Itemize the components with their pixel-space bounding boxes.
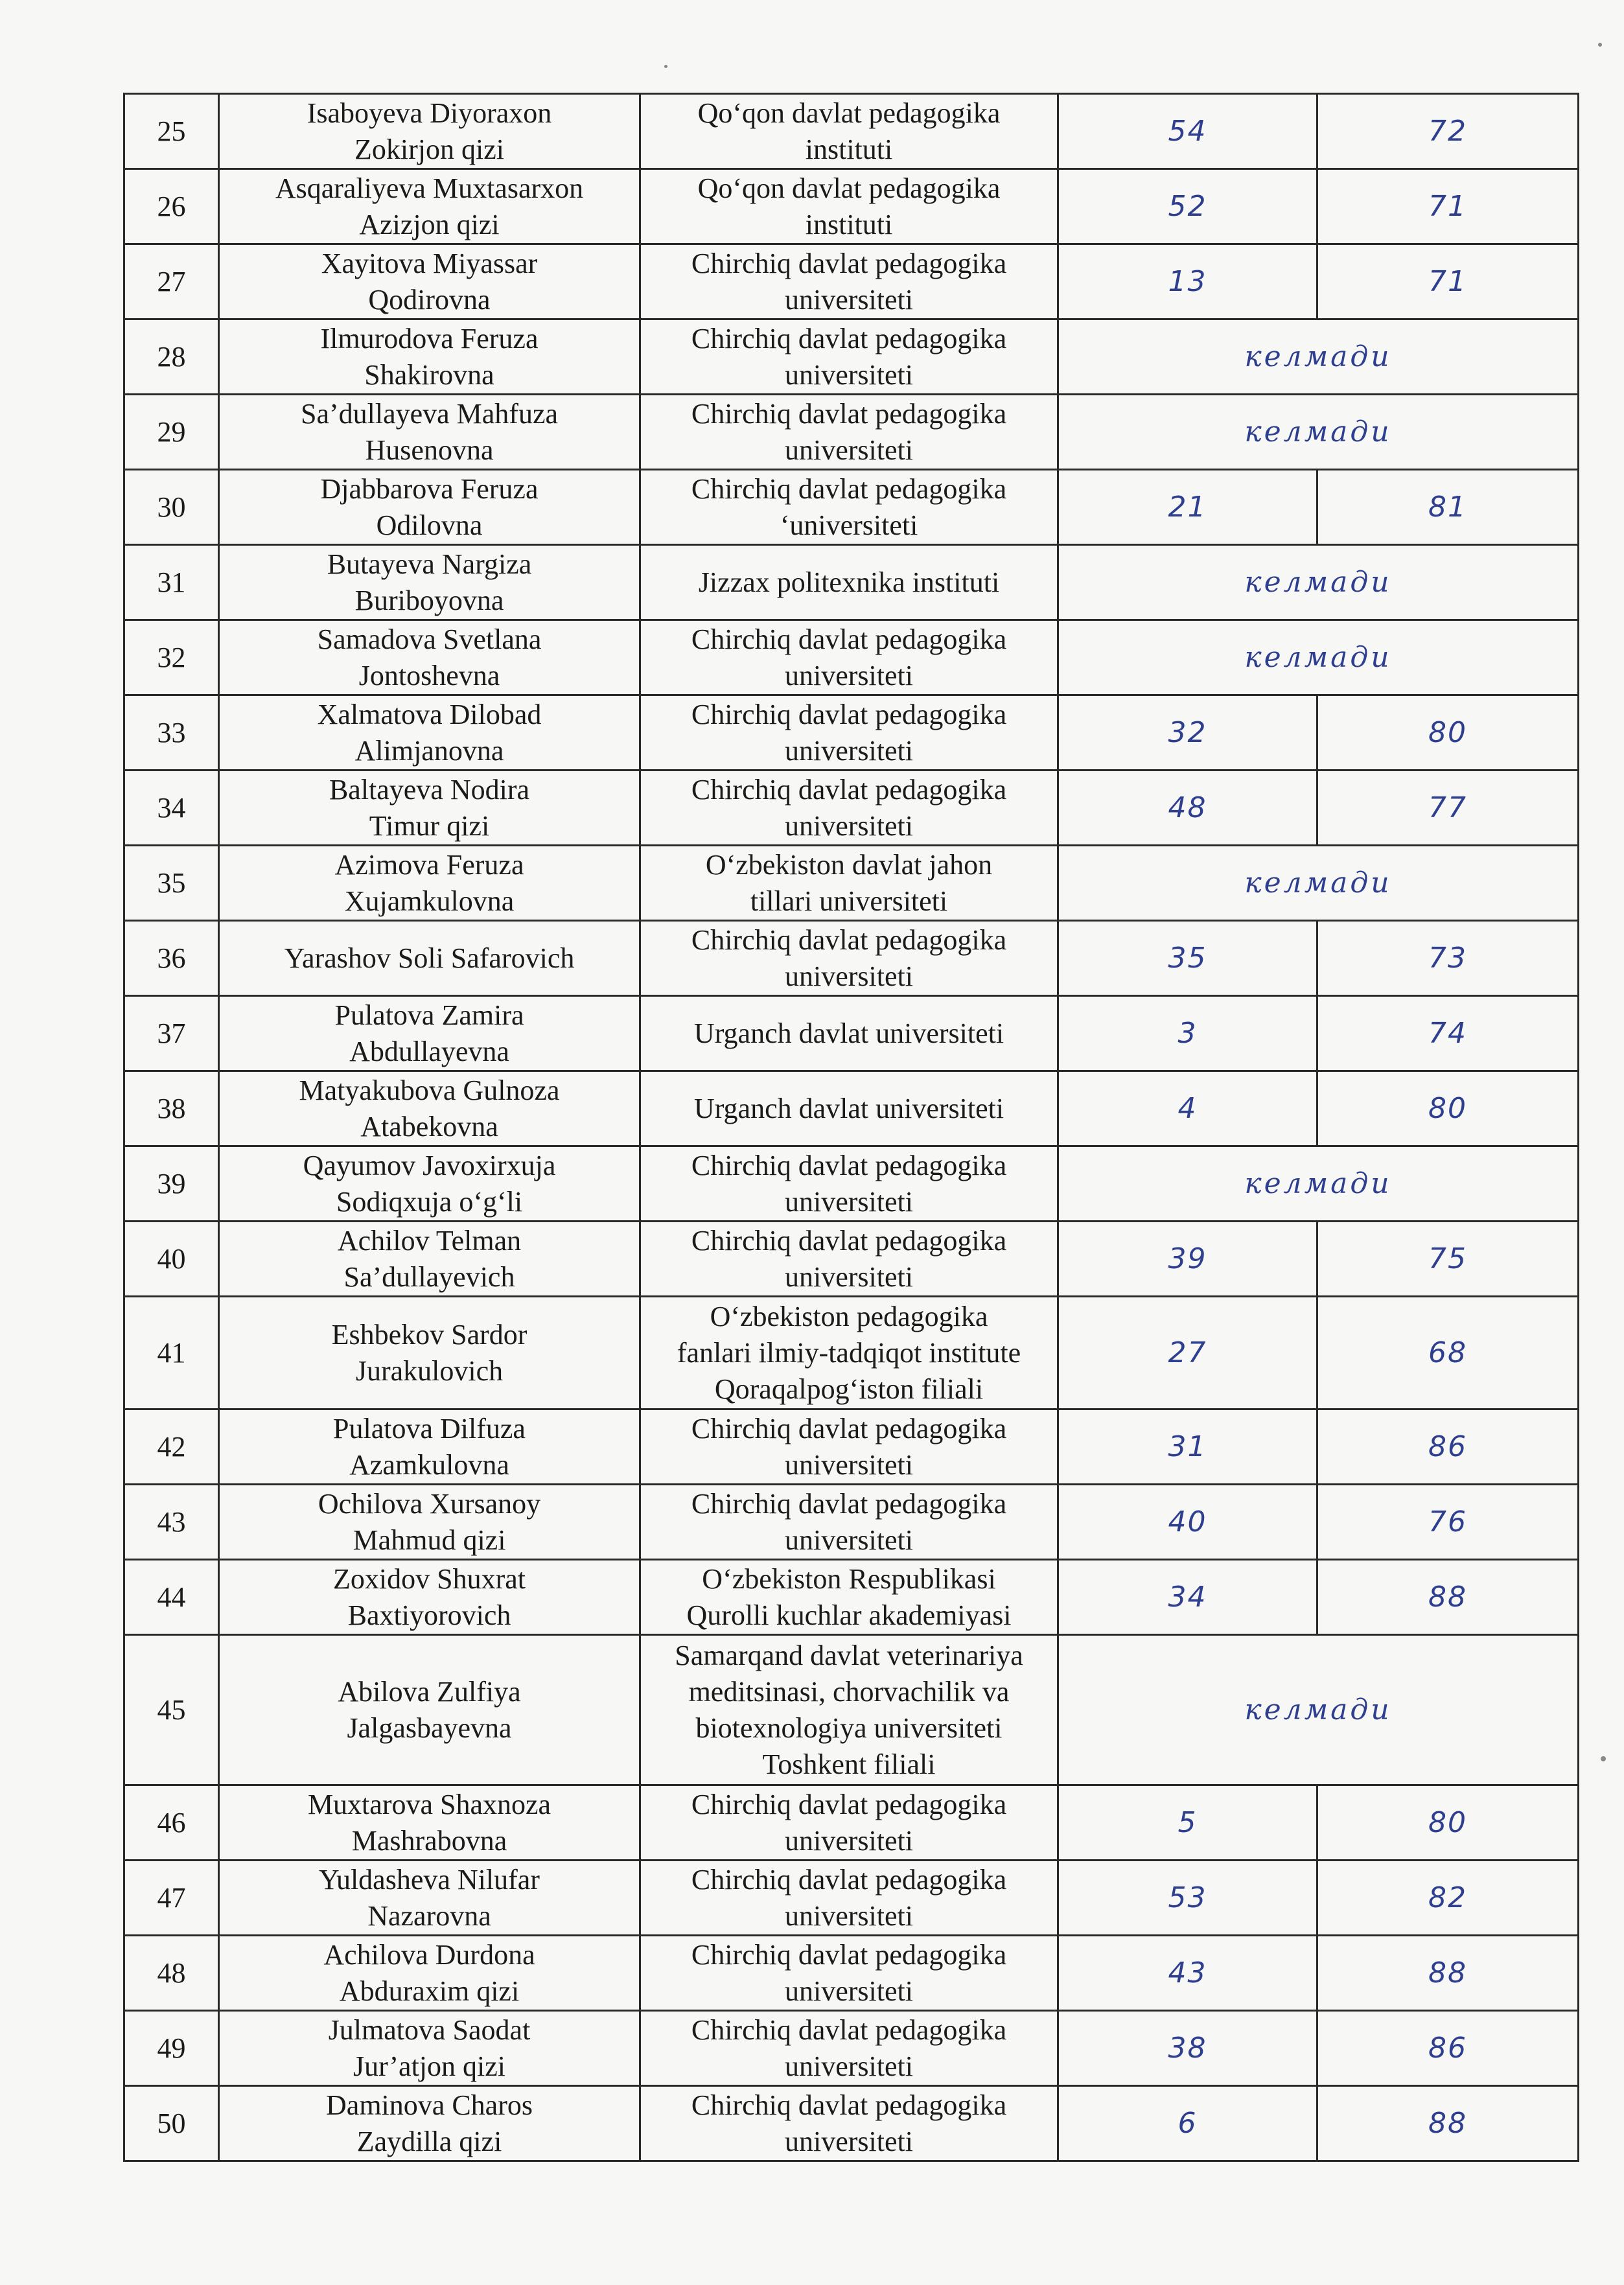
participant-name: [219, 771, 640, 846]
institution-name: [640, 1936, 1058, 2011]
institution-name-line: Qo‘qon davlat pedagogika: [697, 172, 1001, 204]
institution-name-line: universiteti: [785, 2125, 913, 2157]
participant-name-line: Achilov Telman: [337, 1224, 522, 1257]
handwritten-score-2: 86: [1317, 1409, 1579, 1485]
participant-name-line: Qayumov Javoxirxuja: [303, 1149, 556, 1181]
row-number: 33: [124, 695, 219, 771]
participant-name-line: Pulatova Dilfuza: [333, 1412, 526, 1444]
handwritten-score-1: 5: [1058, 1785, 1317, 1861]
institution-name-line: universiteti: [785, 2050, 913, 2082]
institution-name-line: universiteti: [785, 358, 913, 391]
handwritten-score-1: 21: [1058, 470, 1317, 545]
participant-name: [219, 846, 640, 921]
participant-name: [219, 470, 640, 545]
institution-name-line: Chirchiq davlat pedagogika: [691, 1788, 1007, 1820]
institution-name-line: O‘zbekiston Respublikasi: [702, 1562, 996, 1595]
institution-name: [640, 921, 1058, 996]
row-number: 27: [124, 244, 219, 319]
institution-name-line: Urganch davlat universiteti: [693, 1017, 1004, 1049]
institution-name-line: universiteti: [785, 283, 913, 316]
participants-table: [123, 93, 1579, 2162]
table-row: [124, 695, 1579, 771]
institution-name-line: Chirchiq davlat pedagogika: [691, 1149, 1007, 1181]
institution-name: [640, 695, 1058, 771]
institution-name-line: meditsinasi, chorvachilik va: [688, 1675, 1010, 1708]
row-number: 44: [124, 1560, 219, 1635]
institution-name: [640, 996, 1058, 1071]
handwritten-score-1: 31: [1058, 1409, 1317, 1485]
institution-name-line: Qoraqalpog‘iston filiali: [714, 1373, 984, 1405]
participant-name-line: Buriboyovna: [354, 584, 504, 616]
handwritten-absent-note: келмади: [1058, 319, 1579, 395]
handwritten-score-1: 4: [1058, 1071, 1317, 1146]
institution-name-line: universiteti: [785, 1524, 913, 1556]
handwritten-score-2: 71: [1317, 244, 1579, 319]
institution-name: [640, 620, 1058, 695]
participant-name: [219, 1222, 640, 1297]
participant-name: [219, 620, 640, 695]
participant-name-line: Xalmatova Dilobad: [317, 698, 542, 730]
participant-name-line: Abduraxim qizi: [339, 1975, 520, 2007]
handwritten-score-2: 82: [1317, 1861, 1579, 1936]
institution-name-line: Samarqand davlat veterinariya: [675, 1639, 1023, 1671]
institution-name: [640, 1560, 1058, 1635]
handwritten-score-2: 73: [1317, 921, 1579, 996]
institution-name-line: fanlari ilmiy-tadqiqot institute: [677, 1336, 1021, 1369]
institution-name-line: universiteti: [785, 1824, 913, 1857]
row-number: 28: [124, 319, 219, 395]
row-number: 46: [124, 1785, 219, 1861]
participant-name: [219, 94, 640, 169]
handwritten-score-1: 48: [1058, 771, 1317, 846]
handwritten-score-1: 3: [1058, 996, 1317, 1071]
row-number: 35: [124, 846, 219, 921]
institution-name-line: universiteti: [785, 960, 913, 992]
institution-name-line: Chirchiq davlat pedagogika: [691, 322, 1007, 354]
table-row: [124, 319, 1579, 395]
row-number: 26: [124, 169, 219, 244]
participant-name-line: Husenovna: [365, 434, 494, 466]
table-row: [124, 94, 1579, 169]
participant-name-line: Qodirovna: [368, 283, 491, 316]
participant-name-line: Daminova Charos: [326, 2089, 533, 2121]
institution-name: [640, 1071, 1058, 1146]
participant-name-line: Shakirovna: [364, 358, 494, 391]
handwritten-score-1: 13: [1058, 244, 1317, 319]
participant-name: [219, 1785, 640, 1861]
institution-name-line: Chirchiq davlat pedagogika: [691, 2013, 1007, 2046]
institution-name-line: O‘zbekiston pedagogika: [710, 1300, 988, 1332]
handwritten-score-1: 53: [1058, 1861, 1317, 1936]
handwritten-score-2: 80: [1317, 1071, 1579, 1146]
handwritten-absent-note: келмади: [1058, 620, 1579, 695]
table-row: [124, 2086, 1579, 2161]
participant-name-line: Sa’dullayevich: [343, 1260, 515, 1293]
participant-name: [219, 1297, 640, 1409]
row-number: 47: [124, 1861, 219, 1936]
row-number: 39: [124, 1146, 219, 1222]
handwritten-score-2: 81: [1317, 470, 1579, 545]
institution-name-line: universiteti: [785, 809, 913, 842]
institution-name-line: Qurolli kuchlar akademiyasi: [686, 1599, 1012, 1631]
institution-name: [640, 2086, 1058, 2161]
row-number: 29: [124, 395, 219, 470]
institution-name: [640, 771, 1058, 846]
participant-name-line: Azimova Feruza: [334, 848, 524, 881]
participant-name-line: Julmatova Saodat: [328, 2013, 531, 2046]
handwritten-score-2: 68: [1317, 1297, 1579, 1409]
participant-name-line: Achilova Durdona: [323, 1938, 535, 1971]
row-number: 50: [124, 2086, 219, 2161]
participant-name-line: Eshbekov Sardor: [331, 1318, 528, 1351]
row-number: 34: [124, 771, 219, 846]
institution-name-line: universiteti: [785, 1448, 913, 1481]
institution-name: [640, 2011, 1058, 2086]
institution-name: [640, 94, 1058, 169]
institution-name-line: universiteti: [785, 659, 913, 691]
institution-name-line: instituti: [805, 133, 893, 165]
handwritten-score-2: 76: [1317, 1485, 1579, 1560]
participant-name-line: Mahmud qizi: [353, 1524, 506, 1556]
institution-name-line: O‘zbekiston davlat jahon: [705, 848, 993, 881]
row-number: 36: [124, 921, 219, 996]
row-number: 42: [124, 1409, 219, 1485]
participant-name-line: Abdullayevna: [349, 1035, 509, 1067]
participant-name-line: Mashrabovna: [351, 1824, 507, 1857]
handwritten-score-1: 40: [1058, 1485, 1317, 1560]
participant-name: [219, 921, 640, 996]
participant-name-line: Jontoshevna: [358, 659, 500, 691]
institution-name-line: Chirchiq davlat pedagogika: [691, 1487, 1007, 1520]
handwritten-score-1: 27: [1058, 1297, 1317, 1409]
participant-name-line: Matyakubova Gulnoza: [299, 1074, 560, 1106]
institution-name: [640, 1635, 1058, 1785]
participant-name-line: Abilova Zulfiya: [338, 1675, 521, 1708]
institution-name-line: universiteti: [785, 1185, 913, 1218]
table-row: [124, 620, 1579, 695]
institution-name: [640, 395, 1058, 470]
institution-name-line: instituti: [805, 208, 893, 240]
row-number: 43: [124, 1485, 219, 1560]
handwritten-score-1: 32: [1058, 695, 1317, 771]
participant-name: [219, 1071, 640, 1146]
participant-name-line: Xayitova Miyassar: [321, 247, 538, 279]
institution-name: [640, 1785, 1058, 1861]
participant-name-line: Jur’atjon qizi: [353, 2050, 506, 2082]
institution-name-line: universiteti: [785, 1260, 913, 1293]
institution-name-line: Toshkent filiali: [762, 1748, 936, 1780]
institution-name-line: Chirchiq davlat pedagogika: [691, 2089, 1007, 2121]
handwritten-score-2: 80: [1317, 695, 1579, 771]
handwritten-score-2: 71: [1317, 169, 1579, 244]
table-row: [124, 1071, 1579, 1146]
institution-name: [640, 545, 1058, 620]
table-row: [124, 1297, 1579, 1409]
table-row: [124, 846, 1579, 921]
handwritten-absent-note: келмади: [1058, 846, 1579, 921]
participant-name: [219, 1146, 640, 1222]
institution-name-line: universiteti: [785, 1975, 913, 2007]
table-row: [124, 470, 1579, 545]
institution-name: [640, 244, 1058, 319]
institution-name: [640, 1409, 1058, 1485]
institution-name: [640, 1485, 1058, 1560]
row-number: 49: [124, 2011, 219, 2086]
table-row: [124, 1861, 1579, 1936]
handwritten-score-1: 6: [1058, 2086, 1317, 2161]
table-row: [124, 921, 1579, 996]
participant-name-line: Jalgasbayevna: [347, 1711, 512, 1744]
institution-name: [640, 846, 1058, 921]
institution-name-line: Chirchiq davlat pedagogika: [691, 1224, 1007, 1257]
participant-name-line: Djabbarova Feruza: [320, 472, 539, 505]
institution-name-line: Chirchiq davlat pedagogika: [691, 1412, 1007, 1444]
scan-speck: [1598, 43, 1602, 47]
institution-name-line: Chirchiq davlat pedagogika: [691, 923, 1007, 956]
handwritten-score-1: 35: [1058, 921, 1317, 996]
institution-name-line: Chirchiq davlat pedagogika: [691, 698, 1007, 730]
handwritten-absent-note: келмади: [1058, 545, 1579, 620]
institution-name-line: Jizzax politexnika instituti: [698, 566, 1000, 598]
table-row: [124, 1936, 1579, 2011]
participant-name: [219, 1936, 640, 2011]
participant-name: [219, 996, 640, 1071]
institution-name-line: Chirchiq davlat pedagogika: [691, 397, 1007, 430]
institution-name-line: Chirchiq davlat pedagogika: [691, 472, 1007, 505]
participant-name-line: Zokirjon qizi: [354, 133, 504, 165]
participant-name-line: Jurakulovich: [355, 1354, 504, 1387]
handwritten-score-2: 75: [1317, 1222, 1579, 1297]
participant-name-line: Yuldasheva Nilufar: [319, 1863, 540, 1896]
row-number: 41: [124, 1297, 219, 1409]
handwritten-score-2: 77: [1317, 771, 1579, 846]
institution-name: [640, 470, 1058, 545]
institution-name-line: ‘universiteti: [780, 509, 918, 541]
participant-name-line: Zaydilla qizi: [356, 2125, 502, 2157]
participant-name-line: Odilovna: [376, 509, 483, 541]
participant-name-line: Samadova Svetlana: [317, 623, 542, 655]
participant-name: [219, 244, 640, 319]
participant-name-line: Timur qizi: [369, 809, 490, 842]
table-row: [124, 1222, 1579, 1297]
institution-name-line: Chirchiq davlat pedagogika: [691, 623, 1007, 655]
institution-name-line: universiteti: [785, 434, 913, 466]
row-number: 37: [124, 996, 219, 1071]
participant-name-line: Azizjon qizi: [359, 208, 500, 240]
scan-speck: [1601, 1756, 1606, 1761]
participant-name: [219, 1409, 640, 1485]
participant-name: [219, 395, 640, 470]
table-row: [124, 1785, 1579, 1861]
participant-name-line: Xujamkulovna: [344, 885, 515, 917]
institution-name-line: Urganch davlat universiteti: [693, 1092, 1004, 1124]
table-row: [124, 1146, 1579, 1222]
institution-name-line: universiteti: [785, 734, 913, 767]
participants-table-body: [124, 94, 1579, 2161]
handwritten-absent-note: келмади: [1058, 395, 1579, 470]
table-row: [124, 395, 1579, 470]
row-number: 31: [124, 545, 219, 620]
participant-name-line: Ilmurodova Feruza: [320, 322, 539, 354]
participant-name: [219, 545, 640, 620]
handwritten-score-2: 74: [1317, 996, 1579, 1071]
table-row: [124, 169, 1579, 244]
participant-name: [219, 1485, 640, 1560]
institution-name-line: Qo‘qon davlat pedagogika: [697, 97, 1001, 129]
institution-name-line: universiteti: [785, 1899, 913, 1932]
handwritten-score-2: 86: [1317, 2011, 1579, 2086]
handwritten-score-1: 39: [1058, 1222, 1317, 1297]
table-row: [124, 1635, 1579, 1785]
participant-name-line: Baxtiyorovich: [347, 1599, 511, 1631]
participant-name-line: Butayeva Nargiza: [327, 548, 532, 580]
institution-name-line: biotexnologiya universiteti: [695, 1711, 1003, 1744]
handwritten-score-1: 43: [1058, 1936, 1317, 2011]
institution-name-line: Chirchiq davlat pedagogika: [691, 1938, 1007, 1971]
institution-name-line: Chirchiq davlat pedagogika: [691, 1863, 1007, 1896]
participant-name-line: Sa’dullayeva Mahfuza: [300, 397, 559, 430]
participant-name: [219, 1560, 640, 1635]
institution-name-line: Chirchiq davlat pedagogika: [691, 247, 1007, 279]
participant-name: [219, 2011, 640, 2086]
handwritten-score-2: 72: [1317, 94, 1579, 169]
participant-name: [219, 695, 640, 771]
row-number: 40: [124, 1222, 219, 1297]
institution-name: [640, 319, 1058, 395]
handwritten-score-2: 88: [1317, 2086, 1579, 2161]
handwritten-absent-note: келмади: [1058, 1146, 1579, 1222]
participant-name-line: Muxtarova Shaxnoza: [307, 1788, 551, 1820]
handwritten-absent-note: келмади: [1058, 1635, 1579, 1785]
participant-name-line: Baltayeva Nodira: [329, 773, 530, 806]
participant-name: [219, 1635, 640, 1785]
row-number: 48: [124, 1936, 219, 2011]
participant-name-line: Atabekovna: [360, 1110, 498, 1142]
handwritten-score-2: 88: [1317, 1560, 1579, 1635]
handwritten-score-2: 88: [1317, 1936, 1579, 2011]
handwritten-score-1: 38: [1058, 2011, 1317, 2086]
table-row: [124, 545, 1579, 620]
institution-name-line: Chirchiq davlat pedagogika: [691, 773, 1007, 806]
participant-name: [219, 319, 640, 395]
table-row: [124, 1409, 1579, 1485]
participant-name-line: Isaboyeva Diyoraxon: [307, 97, 552, 129]
institution-name: [640, 1297, 1058, 1409]
participant-name: [219, 169, 640, 244]
participant-name-line: Yarashov Soli Safarovich: [284, 942, 575, 974]
institution-name-line: tillari universiteti: [750, 885, 948, 917]
table-row: [124, 771, 1579, 846]
participant-name-line: Zoxidov Shuxrat: [333, 1562, 526, 1595]
participant-name: [219, 1861, 640, 1936]
handwritten-score-2: 80: [1317, 1785, 1579, 1861]
table-row: [124, 1560, 1579, 1635]
row-number: 25: [124, 94, 219, 169]
row-number: 30: [124, 470, 219, 545]
participant-name-line: Sodiqxuja o‘g‘li: [336, 1185, 523, 1218]
row-number: 45: [124, 1635, 219, 1785]
table-row: [124, 244, 1579, 319]
institution-name: [640, 1222, 1058, 1297]
row-number: 38: [124, 1071, 219, 1146]
table-row: [124, 2011, 1579, 2086]
participant-name-line: Ochilova Xursanoy: [318, 1487, 541, 1520]
table-row: [124, 1485, 1579, 1560]
participant-name-line: Alimjanovna: [354, 734, 504, 767]
participant-name-line: Azamkulovna: [349, 1448, 509, 1481]
participant-name-line: Pulatova Zamira: [334, 999, 524, 1031]
participant-name-line: Asqaraliyeva Muxtasarxon: [275, 172, 584, 204]
handwritten-score-1: 52: [1058, 169, 1317, 244]
handwritten-score-1: 54: [1058, 94, 1317, 169]
table-row: [124, 996, 1579, 1071]
institution-name: [640, 1861, 1058, 1936]
row-number: 32: [124, 620, 219, 695]
handwritten-score-1: 34: [1058, 1560, 1317, 1635]
institution-name: [640, 169, 1058, 244]
participant-name: [219, 2086, 640, 2161]
scan-speck: [664, 65, 667, 68]
institution-name: [640, 1146, 1058, 1222]
participant-name-line: Nazarovna: [367, 1899, 491, 1932]
